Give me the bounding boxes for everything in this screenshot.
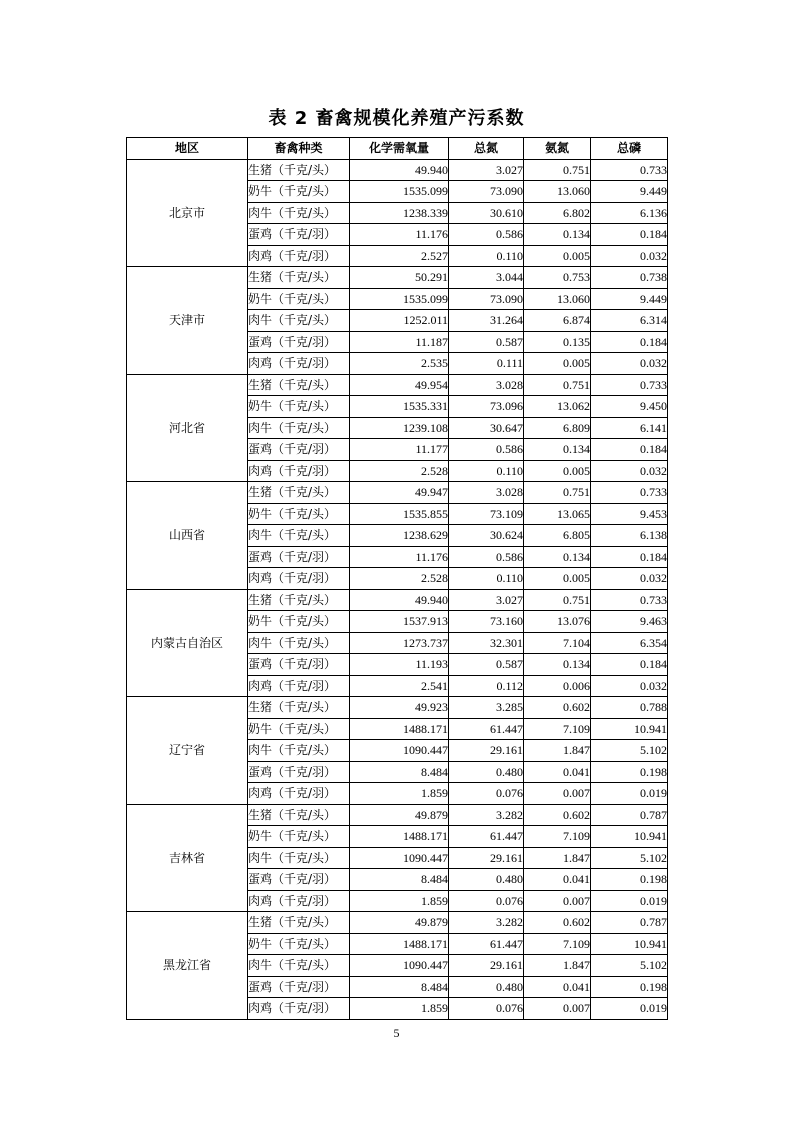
species-cell: 肉鸡（千克/羽） (248, 245, 350, 267)
total-nitrogen-cell: 3.027 (449, 589, 524, 611)
species-cell: 蛋鸡（千克/羽） (248, 331, 350, 353)
species-cell: 生猪（千克/头） (248, 589, 350, 611)
total-nitrogen-cell: 30.624 (449, 525, 524, 547)
table-row (127, 374, 668, 396)
species-cell: 蛋鸡（千克/羽） (248, 869, 350, 891)
total-nitrogen-cell: 0.480 (449, 869, 524, 891)
species-cell: 蛋鸡（千克/羽） (248, 654, 350, 676)
species-cell: 生猪（千克/头） (248, 159, 350, 181)
total-phosphorus-cell: 0.198 (591, 761, 668, 783)
species-cell: 奶牛（千克/头） (248, 933, 350, 955)
ammonia-nitrogen-cell: 7.109 (524, 718, 591, 740)
total-nitrogen-cell: 0.480 (449, 976, 524, 998)
total-nitrogen-cell: 3.027 (449, 159, 524, 181)
cod-cell: 11.193 (350, 654, 449, 676)
total-phosphorus-cell: 0.032 (591, 460, 668, 482)
total-phosphorus-cell: 9.449 (591, 181, 668, 203)
species-cell: 肉鸡（千克/羽） (248, 460, 350, 482)
region-cell: 内蒙古自治区 (127, 589, 248, 697)
cod-cell: 2.535 (350, 353, 449, 375)
total-phosphorus-cell: 5.102 (591, 740, 668, 762)
total-phosphorus-cell: 10.941 (591, 933, 668, 955)
total-phosphorus-cell: 0.032 (591, 245, 668, 267)
column-header-region: 地区 (127, 138, 248, 160)
species-cell: 生猪（千克/头） (248, 912, 350, 934)
total-phosphorus-cell: 0.019 (591, 998, 668, 1020)
cod-cell: 1488.171 (350, 933, 449, 955)
region-cell: 河北省 (127, 374, 248, 482)
cod-cell: 49.923 (350, 697, 449, 719)
total-nitrogen-cell: 0.587 (449, 331, 524, 353)
ammonia-nitrogen-cell: 13.065 (524, 503, 591, 525)
cod-cell: 1488.171 (350, 826, 449, 848)
species-cell: 肉鸡（千克/羽） (248, 783, 350, 805)
table-row (127, 159, 668, 181)
ammonia-nitrogen-cell: 13.062 (524, 396, 591, 418)
region-cell: 吉林省 (127, 804, 248, 912)
cod-cell: 50.291 (350, 267, 449, 289)
total-nitrogen-cell: 0.111 (449, 353, 524, 375)
ammonia-nitrogen-cell: 0.041 (524, 869, 591, 891)
total-phosphorus-cell: 0.788 (591, 697, 668, 719)
ammonia-nitrogen-cell: 0.007 (524, 783, 591, 805)
total-phosphorus-cell: 0.733 (591, 159, 668, 181)
total-nitrogen-cell: 0.110 (449, 245, 524, 267)
ammonia-nitrogen-cell: 6.805 (524, 525, 591, 547)
ammonia-nitrogen-cell: 6.802 (524, 202, 591, 224)
total-phosphorus-cell: 5.102 (591, 955, 668, 977)
cod-cell: 49.940 (350, 589, 449, 611)
total-nitrogen-cell: 32.301 (449, 632, 524, 654)
ammonia-nitrogen-cell: 0.135 (524, 331, 591, 353)
cod-cell: 11.177 (350, 439, 449, 461)
species-cell: 生猪（千克/头） (248, 267, 350, 289)
cod-cell: 8.484 (350, 976, 449, 998)
species-cell: 奶牛（千克/头） (248, 181, 350, 203)
total-phosphorus-cell: 6.136 (591, 202, 668, 224)
total-phosphorus-cell: 0.738 (591, 267, 668, 289)
table-row (127, 697, 668, 719)
total-nitrogen-cell: 30.647 (449, 417, 524, 439)
species-cell: 蛋鸡（千克/羽） (248, 224, 350, 246)
total-phosphorus-cell: 0.733 (591, 374, 668, 396)
ammonia-nitrogen-cell: 0.753 (524, 267, 591, 289)
cod-cell: 1238.629 (350, 525, 449, 547)
species-cell: 生猪（千克/头） (248, 804, 350, 826)
total-phosphorus-cell: 0.184 (591, 654, 668, 676)
cod-cell: 1488.171 (350, 718, 449, 740)
species-cell: 肉鸡（千克/羽） (248, 998, 350, 1020)
cod-cell: 1535.331 (350, 396, 449, 418)
ammonia-nitrogen-cell: 0.134 (524, 654, 591, 676)
total-nitrogen-cell: 0.586 (449, 224, 524, 246)
cod-cell: 1.859 (350, 998, 449, 1020)
total-phosphorus-cell: 0.032 (591, 675, 668, 697)
cod-cell: 2.528 (350, 568, 449, 590)
table-title: 表 2 畜禽规模化养殖产污系数 (268, 108, 525, 129)
total-phosphorus-cell: 0.733 (591, 589, 668, 611)
total-nitrogen-cell: 29.161 (449, 740, 524, 762)
total-nitrogen-cell: 3.282 (449, 912, 524, 934)
total-phosphorus-cell: 0.787 (591, 912, 668, 934)
species-cell: 肉牛（千克/头） (248, 202, 350, 224)
total-phosphorus-cell: 0.032 (591, 568, 668, 590)
ammonia-nitrogen-cell: 0.602 (524, 697, 591, 719)
cod-cell: 11.187 (350, 331, 449, 353)
species-cell: 肉鸡（千克/羽） (248, 890, 350, 912)
cod-cell: 1.859 (350, 783, 449, 805)
species-cell: 奶牛（千克/头） (248, 611, 350, 633)
species-cell: 肉牛（千克/头） (248, 632, 350, 654)
total-nitrogen-cell: 0.076 (449, 783, 524, 805)
total-nitrogen-cell: 0.110 (449, 568, 524, 590)
ammonia-nitrogen-cell: 0.602 (524, 912, 591, 934)
total-nitrogen-cell: 61.447 (449, 933, 524, 955)
total-phosphorus-cell: 0.019 (591, 783, 668, 805)
ammonia-nitrogen-cell: 1.847 (524, 955, 591, 977)
total-phosphorus-cell: 6.354 (591, 632, 668, 654)
total-phosphorus-cell: 0.019 (591, 890, 668, 912)
table-row (127, 589, 668, 611)
ammonia-nitrogen-cell: 0.041 (524, 976, 591, 998)
cod-cell: 1090.447 (350, 847, 449, 869)
region-cell: 北京市 (127, 159, 248, 267)
total-nitrogen-cell: 0.110 (449, 460, 524, 482)
cod-cell: 49.940 (350, 159, 449, 181)
cod-cell: 1.859 (350, 890, 449, 912)
total-phosphorus-cell: 6.138 (591, 525, 668, 547)
total-nitrogen-cell: 29.161 (449, 955, 524, 977)
total-phosphorus-cell: 6.314 (591, 310, 668, 332)
total-nitrogen-cell: 73.096 (449, 396, 524, 418)
total-nitrogen-cell: 0.587 (449, 654, 524, 676)
total-phosphorus-cell: 0.032 (591, 353, 668, 375)
total-phosphorus-cell: 0.733 (591, 482, 668, 504)
table-header-row (127, 138, 668, 160)
total-nitrogen-cell: 73.109 (449, 503, 524, 525)
total-nitrogen-cell: 3.282 (449, 804, 524, 826)
ammonia-nitrogen-cell: 0.007 (524, 998, 591, 1020)
species-cell: 肉牛（千克/头） (248, 740, 350, 762)
species-cell: 生猪（千克/头） (248, 482, 350, 504)
total-nitrogen-cell: 0.076 (449, 890, 524, 912)
cod-cell: 8.484 (350, 761, 449, 783)
cod-cell: 2.527 (350, 245, 449, 267)
total-nitrogen-cell: 0.586 (449, 439, 524, 461)
ammonia-nitrogen-cell: 7.109 (524, 826, 591, 848)
table-row (127, 267, 668, 289)
cod-cell: 49.947 (350, 482, 449, 504)
total-nitrogen-cell: 73.090 (449, 181, 524, 203)
ammonia-nitrogen-cell: 0.134 (524, 439, 591, 461)
total-nitrogen-cell: 31.264 (449, 310, 524, 332)
species-cell: 生猪（千克/头） (248, 697, 350, 719)
species-cell: 奶牛（千克/头） (248, 718, 350, 740)
cod-cell: 2.541 (350, 675, 449, 697)
cod-cell: 1238.339 (350, 202, 449, 224)
ammonia-nitrogen-cell: 1.847 (524, 740, 591, 762)
ammonia-nitrogen-cell: 0.041 (524, 761, 591, 783)
ammonia-nitrogen-cell: 7.109 (524, 933, 591, 955)
ammonia-nitrogen-cell: 0.005 (524, 245, 591, 267)
total-phosphorus-cell: 9.450 (591, 396, 668, 418)
ammonia-nitrogen-cell: 0.751 (524, 482, 591, 504)
total-phosphorus-cell: 0.184 (591, 439, 668, 461)
species-cell: 肉牛（千克/头） (248, 310, 350, 332)
ammonia-nitrogen-cell: 13.060 (524, 288, 591, 310)
table-row (127, 482, 668, 504)
species-cell: 蛋鸡（千克/羽） (248, 976, 350, 998)
cod-cell: 1537.913 (350, 611, 449, 633)
total-phosphorus-cell: 0.198 (591, 869, 668, 891)
ammonia-nitrogen-cell: 0.751 (524, 159, 591, 181)
total-phosphorus-cell: 9.453 (591, 503, 668, 525)
species-cell: 肉牛（千克/头） (248, 955, 350, 977)
page-number: 5 (393, 1026, 400, 1040)
ammonia-nitrogen-cell: 0.005 (524, 568, 591, 590)
total-nitrogen-cell: 61.447 (449, 826, 524, 848)
ammonia-nitrogen-cell: 0.751 (524, 374, 591, 396)
species-cell: 奶牛（千克/头） (248, 396, 350, 418)
cod-cell: 49.879 (350, 804, 449, 826)
species-cell: 肉鸡（千克/羽） (248, 353, 350, 375)
cod-cell: 1535.099 (350, 181, 449, 203)
column-header-cod: 化学需氧量 (350, 138, 449, 160)
cod-cell: 1535.855 (350, 503, 449, 525)
cod-cell: 8.484 (350, 869, 449, 891)
total-phosphorus-cell: 10.941 (591, 718, 668, 740)
species-cell: 肉鸡（千克/羽） (248, 675, 350, 697)
total-phosphorus-cell: 0.184 (591, 331, 668, 353)
ammonia-nitrogen-cell: 0.007 (524, 890, 591, 912)
species-cell: 蛋鸡（千克/羽） (248, 761, 350, 783)
cod-cell: 1090.447 (350, 740, 449, 762)
total-phosphorus-cell: 0.787 (591, 804, 668, 826)
total-phosphorus-cell: 9.463 (591, 611, 668, 633)
table-row (127, 804, 668, 826)
total-nitrogen-cell: 73.090 (449, 288, 524, 310)
cod-cell: 11.176 (350, 546, 449, 568)
ammonia-nitrogen-cell: 0.005 (524, 460, 591, 482)
ammonia-nitrogen-cell: 1.847 (524, 847, 591, 869)
ammonia-nitrogen-cell: 0.134 (524, 224, 591, 246)
species-cell: 蛋鸡（千克/羽） (248, 546, 350, 568)
ammonia-nitrogen-cell: 6.874 (524, 310, 591, 332)
total-nitrogen-cell: 0.112 (449, 675, 524, 697)
coefficient-table (126, 137, 668, 1020)
ammonia-nitrogen-cell: 0.134 (524, 546, 591, 568)
region-cell: 天津市 (127, 267, 248, 375)
cod-cell: 1273.737 (350, 632, 449, 654)
total-nitrogen-cell: 0.076 (449, 998, 524, 1020)
total-phosphorus-cell: 5.102 (591, 847, 668, 869)
species-cell: 奶牛（千克/头） (248, 288, 350, 310)
total-nitrogen-cell: 29.161 (449, 847, 524, 869)
region-cell: 黑龙江省 (127, 912, 248, 1020)
ammonia-nitrogen-cell: 0.602 (524, 804, 591, 826)
total-nitrogen-cell: 3.028 (449, 482, 524, 504)
species-cell: 奶牛（千克/头） (248, 826, 350, 848)
ammonia-nitrogen-cell: 6.809 (524, 417, 591, 439)
total-phosphorus-cell: 9.449 (591, 288, 668, 310)
table-row (127, 912, 668, 934)
cod-cell: 49.954 (350, 374, 449, 396)
cod-cell: 1535.099 (350, 288, 449, 310)
total-phosphorus-cell: 6.141 (591, 417, 668, 439)
species-cell: 肉牛（千克/头） (248, 417, 350, 439)
species-cell: 奶牛（千克/头） (248, 503, 350, 525)
ammonia-nitrogen-cell: 0.005 (524, 353, 591, 375)
region-cell: 辽宁省 (127, 697, 248, 805)
total-nitrogen-cell: 61.447 (449, 718, 524, 740)
total-phosphorus-cell: 0.184 (591, 546, 668, 568)
total-phosphorus-cell: 10.941 (591, 826, 668, 848)
cod-cell: 1090.447 (350, 955, 449, 977)
ammonia-nitrogen-cell: 7.104 (524, 632, 591, 654)
column-header-ammonia-nitrogen: 氨氮 (524, 138, 591, 160)
total-nitrogen-cell: 0.480 (449, 761, 524, 783)
total-nitrogen-cell: 3.044 (449, 267, 524, 289)
cod-cell: 49.879 (350, 912, 449, 934)
total-nitrogen-cell: 3.285 (449, 697, 524, 719)
ammonia-nitrogen-cell: 13.060 (524, 181, 591, 203)
total-nitrogen-cell: 73.160 (449, 611, 524, 633)
cod-cell: 1252.011 (350, 310, 449, 332)
cod-cell: 11.176 (350, 224, 449, 246)
ammonia-nitrogen-cell: 0.751 (524, 589, 591, 611)
species-cell: 生猪（千克/头） (248, 374, 350, 396)
ammonia-nitrogen-cell: 13.076 (524, 611, 591, 633)
species-cell: 肉牛（千克/头） (248, 847, 350, 869)
column-header-total-nitrogen: 总氮 (449, 138, 524, 160)
total-nitrogen-cell: 0.586 (449, 546, 524, 568)
column-header-total-phosphorus: 总磷 (591, 138, 668, 160)
total-phosphorus-cell: 0.184 (591, 224, 668, 246)
column-header-species: 畜禽种类 (248, 138, 350, 160)
cod-cell: 2.528 (350, 460, 449, 482)
total-nitrogen-cell: 30.610 (449, 202, 524, 224)
region-cell: 山西省 (127, 482, 248, 590)
species-cell: 蛋鸡（千克/羽） (248, 439, 350, 461)
total-nitrogen-cell: 3.028 (449, 374, 524, 396)
species-cell: 肉牛（千克/头） (248, 525, 350, 547)
ammonia-nitrogen-cell: 0.006 (524, 675, 591, 697)
cod-cell: 1239.108 (350, 417, 449, 439)
species-cell: 肉鸡（千克/羽） (248, 568, 350, 590)
total-phosphorus-cell: 0.198 (591, 976, 668, 998)
